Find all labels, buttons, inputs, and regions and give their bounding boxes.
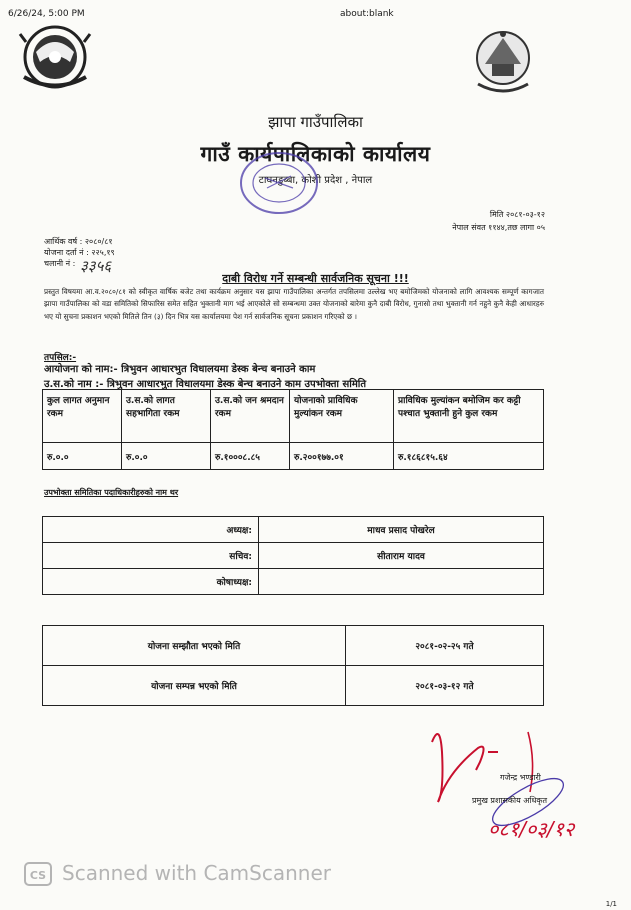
office-stamp-icon [235, 148, 323, 218]
municipality-name: झापा गाउँपालिका [268, 113, 363, 131]
cost-table [42, 389, 544, 470]
agreement-dates-table [42, 625, 544, 706]
header-cell: उ.स.को लागत सहभागिता रकम [122, 390, 211, 443]
browser-url: about:blank [340, 9, 394, 19]
date-nepal-samvat: नेपाल संवत ११४४,तछ लागा ०५ [452, 223, 545, 232]
office-name: गाउँ कार्यपालिकाको कार्यालय [200, 142, 431, 166]
fiscal-year: आर्थिक वर्ष : २०८०/८१ [44, 237, 113, 246]
member-role: कोषाध्यक्ष: [43, 569, 259, 595]
table-cell: रु.२००१७७.०१ [290, 443, 394, 470]
member-role: सचिव: [43, 543, 259, 569]
signatory-title: प्रमुख प्रशासकीय अधिकृत [472, 796, 548, 805]
table-header-row [43, 390, 544, 443]
browser-datetime: 6/26/24, 5:00 PM [8, 9, 85, 19]
notice-title: दाबी विरोध गर्ने सम्बन्धी सार्वजनिक सूचना !!! [222, 272, 409, 285]
table-row [43, 626, 544, 666]
member-name: माधव प्रसाद पोखरेल [259, 517, 544, 543]
agreement-value: २०८१-०२-२५ गते [346, 626, 544, 666]
handwritten-date: ०८१/०३/१२ [488, 817, 575, 841]
table-row [43, 569, 544, 595]
agreement-label: योजना सम्झौता भएको मिति [43, 626, 346, 666]
header-cell: कुल लागत अनुमान रकम [43, 390, 122, 443]
users-committee-name: उ.स.को नाम :- त्रिभुवन आधारभुत विधालयमा डेस्क बेन्च बनाउने काम उपभोक्ता समिति [44, 379, 367, 390]
table-cell: रु.१८६८१५.६४ [394, 443, 544, 470]
municipality-logo-icon [470, 24, 536, 98]
table-row [43, 543, 544, 569]
camscanner-watermark: Scanned with CamScanner [62, 861, 331, 885]
header-cell: प्राविधिक मुल्यांकन बमोजिम कर कट्टी पश्चात भुक्तानी हुने कुल रकम [394, 390, 544, 443]
dispatch-number: ३३५६ [80, 257, 112, 275]
page-number: 1/1 [605, 900, 617, 908]
member-name [259, 569, 544, 595]
table-row [43, 443, 544, 470]
table-cell: रु.१०००८.८५ [211, 443, 290, 470]
table-row [43, 517, 544, 543]
notice-body: प्रस्तुत विषयमा आ.व.२०८०/८१ को स्वीकृत वार्षिक बजेट तथा कार्यक्रम अनुसार यस झापा गाउँपालिका अन्तर्गत तपसिलमा उल्लेख भए बमोजिमको योजनाको लागि आवश्यक सम्पूर्ण कागजात झापा गाउँपालिका को वडा समितिको सिफारिस समेत सहित भुक्तानी माग भई आएकोले सो सम्बन्धमा उक्त योजनाको बारेमा कुनै दाबी विरोध, गुनासो तथा भुक्तानी गर्न नहुने कुनै केही आधारहरु भए यो सुचना प्रकाशन भएको मितिले तिन (३) दिन भित्र यस कार्यालयमा पेश गर्न सार्वजनिक सूचना प्रकाशन गरिएको छ । [44, 287, 544, 321]
member-role: अध्यक्ष: [43, 517, 259, 543]
agreement-label: योजना सम्पन्न भएको मिति [43, 666, 346, 706]
details-heading: तपसिल:- [44, 353, 77, 363]
members-table [42, 516, 544, 595]
date-bs: मिति २०८१-०३-१२ [489, 210, 545, 219]
nepal-emblem-icon [16, 22, 94, 92]
office-address: टाघनडुब्बा, कोशी प्रदेश , नेपाल [258, 175, 373, 186]
project-name: आयोजना को नाम:- त्रिभुवन आधारभुत विधालयमा डेस्क बेन्च बनाउने काम [44, 364, 316, 375]
agreement-value: २०८१-०३-१२ गते [346, 666, 544, 706]
signatory-name: गजेन्द्र भण्डारी [500, 773, 541, 782]
header-cell: उ.स.को जन श्रमदान रकम [211, 390, 290, 443]
members-heading: उपभोक्ता समितिका पदाधिकारीहरुको नाम थर [44, 488, 179, 497]
table-cell: रु.०.० [122, 443, 211, 470]
member-name: सीताराम यादव [259, 543, 544, 569]
table-row [43, 666, 544, 706]
header-cell: योजनाको प्राविधिक मुल्यांकन रकम [290, 390, 394, 443]
dispatch-label: चलानी नं : [44, 259, 76, 268]
camscanner-logo-text: CS [29, 869, 47, 882]
camscanner-logo-icon [24, 862, 52, 886]
plan-registration: योजना दर्ता नं : २२५,१९ [44, 248, 115, 257]
table-cell: रु.०.० [43, 443, 122, 470]
